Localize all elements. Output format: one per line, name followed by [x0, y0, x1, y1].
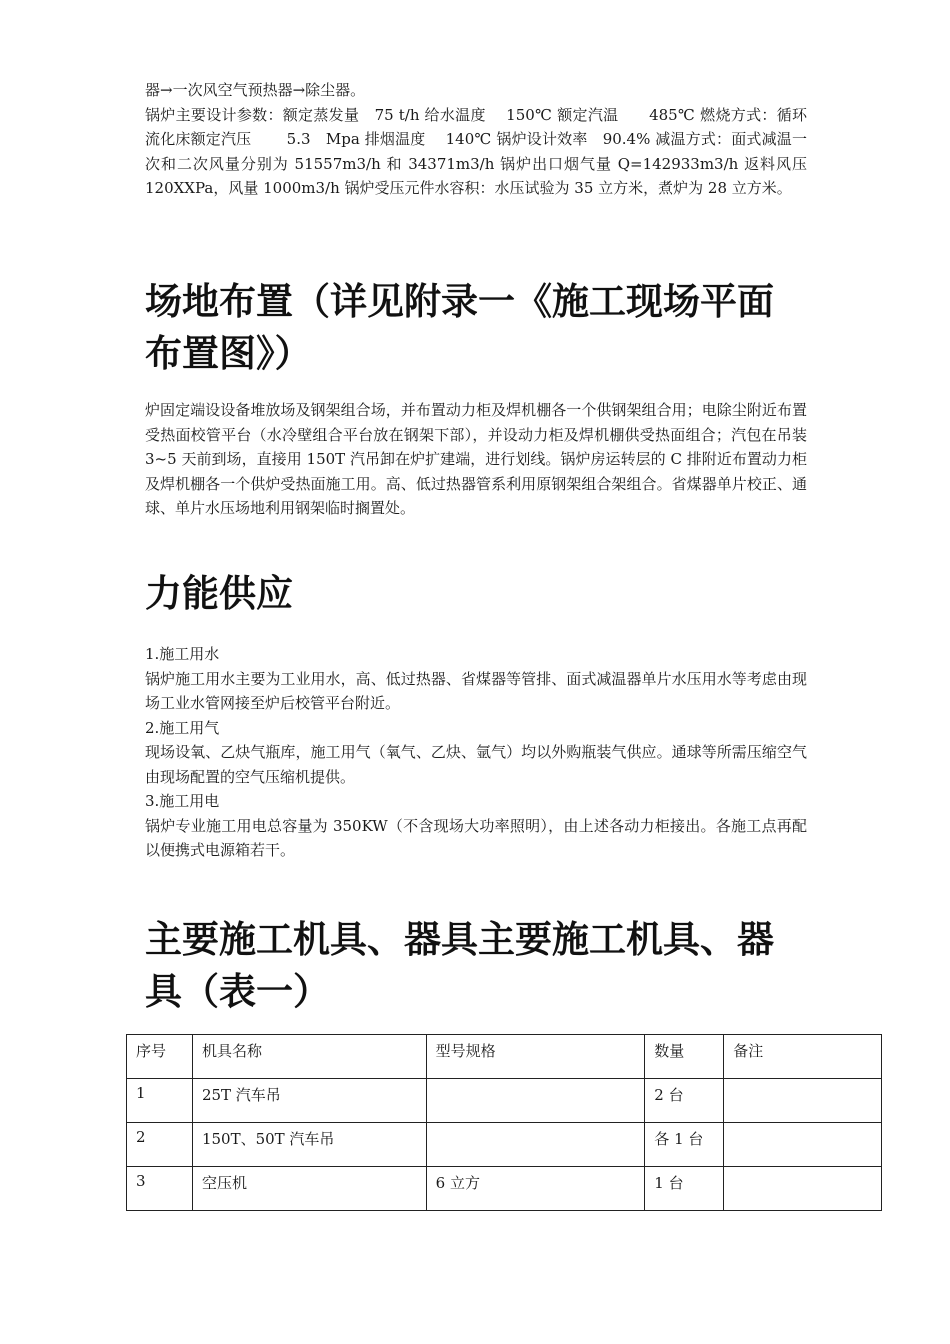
table-cell: 1 — [127, 1079, 193, 1123]
table-cell — [724, 1079, 882, 1123]
header-cell: 序号 — [127, 1035, 193, 1079]
header-cell: 备注 — [724, 1035, 882, 1079]
header-cell: 机具名称 — [192, 1035, 426, 1079]
design-parameters: 锅炉主要设计参数：额定蒸发量 75 t/h 给水温度 150℃ 额定汽温 485℃ 燃烧方式：循环流化床额定汽压 5.3 Mpa 排烟温度 140℃ 锅炉设计效率 90.4% 减温方式：面式减温一次和二次风量分别为 51557m3/h 和 34371m3/h 锅炉出口烟气量 Q=142933m3/h 返料风压 120XXPa，风量 1000m3/h 锅炉受压元件水容积：水压试验为 35 立方米，煮炉为 28 立方米。 — [145, 105, 807, 197]
intro-section — [145, 78, 807, 201]
tools-table — [126, 1034, 882, 1211]
table-cell: 150T、50T 汽车吊 — [192, 1123, 426, 1167]
table-cell: 各 1 台 — [645, 1123, 724, 1167]
table-cell — [724, 1123, 882, 1167]
water-body: 锅炉施工用水主要为工业用水，高、低过热器、省煤器等管排、面式减温器单片水压用水等考虑由现场工业水管网接至炉后校管平台附近。 — [145, 669, 807, 712]
table-cell: 6 立方 — [426, 1167, 645, 1211]
site-layout-section — [145, 398, 807, 521]
site-layout-body: 炉固定端设设备堆放场及钢架组合场，并布置动力柜及焊机棚各一个供钢架组合用；电除尘附近布置受热面校管平台（水冷壁组合平台放在钢架下部），并设动力柜及焊机棚供受热面组合；汽包在吊装 3~5 天前到场，直接用 150T 汽吊卸在炉扩建端，进行划线。锅炉房运转层的 C 排附近布置动力柜及焊机棚各一个供炉受热面施工用。高、低过热器管系利用原钢架组合架组合。省煤器单片校正、通球、单片水压场地利用钢架临时搁置处。 — [145, 401, 807, 517]
tools-heading: 主要施工机具、器具主要施工机具、器具（表一） — [145, 918, 774, 1013]
table-header-row — [127, 1035, 882, 1079]
table-cell — [426, 1079, 645, 1123]
gas-body: 现场设氧、乙炔气瓶库，施工用气（氧气、乙炔、氩气）均以外购瓶装气供应。通球等所需压缩空气由现场配置的空气压缩机提供。 — [145, 743, 807, 786]
header-cell: 型号规格 — [426, 1035, 645, 1079]
table-cell: 空压机 — [192, 1167, 426, 1211]
table-cell: 1 台 — [645, 1167, 724, 1211]
site-layout-heading: 场地布置（详见附录一《施工现场平面布置图》） — [145, 280, 774, 375]
electricity-subheading: 3.施工用电 — [145, 792, 220, 810]
table-row — [127, 1079, 882, 1123]
table-row — [127, 1123, 882, 1167]
gas-subheading: 2.施工用气 — [145, 718, 220, 737]
intro-line: 器→一次风空气预热器→除尘器。 — [145, 81, 366, 99]
table-row — [127, 1167, 882, 1211]
power-supply-heading: 力能供应 — [145, 572, 293, 615]
water-subheading: 1.施工用水 — [145, 645, 220, 663]
power-supply-section — [145, 642, 807, 863]
header-cell: 数量 — [645, 1035, 724, 1079]
table-cell: 2 台 — [645, 1079, 724, 1123]
table-cell: 3 — [127, 1167, 193, 1211]
table-cell — [426, 1123, 645, 1167]
table-cell: 25T 汽车吊 — [192, 1079, 426, 1123]
table-cell: 2 — [127, 1123, 193, 1167]
electricity-body: 锅炉专业施工用电总容量为 350KW（不含现场大功率照明），由上述各动力柜接出。各施工点再配以便携式电源箱若干。 — [145, 816, 807, 859]
table-cell — [724, 1167, 882, 1211]
